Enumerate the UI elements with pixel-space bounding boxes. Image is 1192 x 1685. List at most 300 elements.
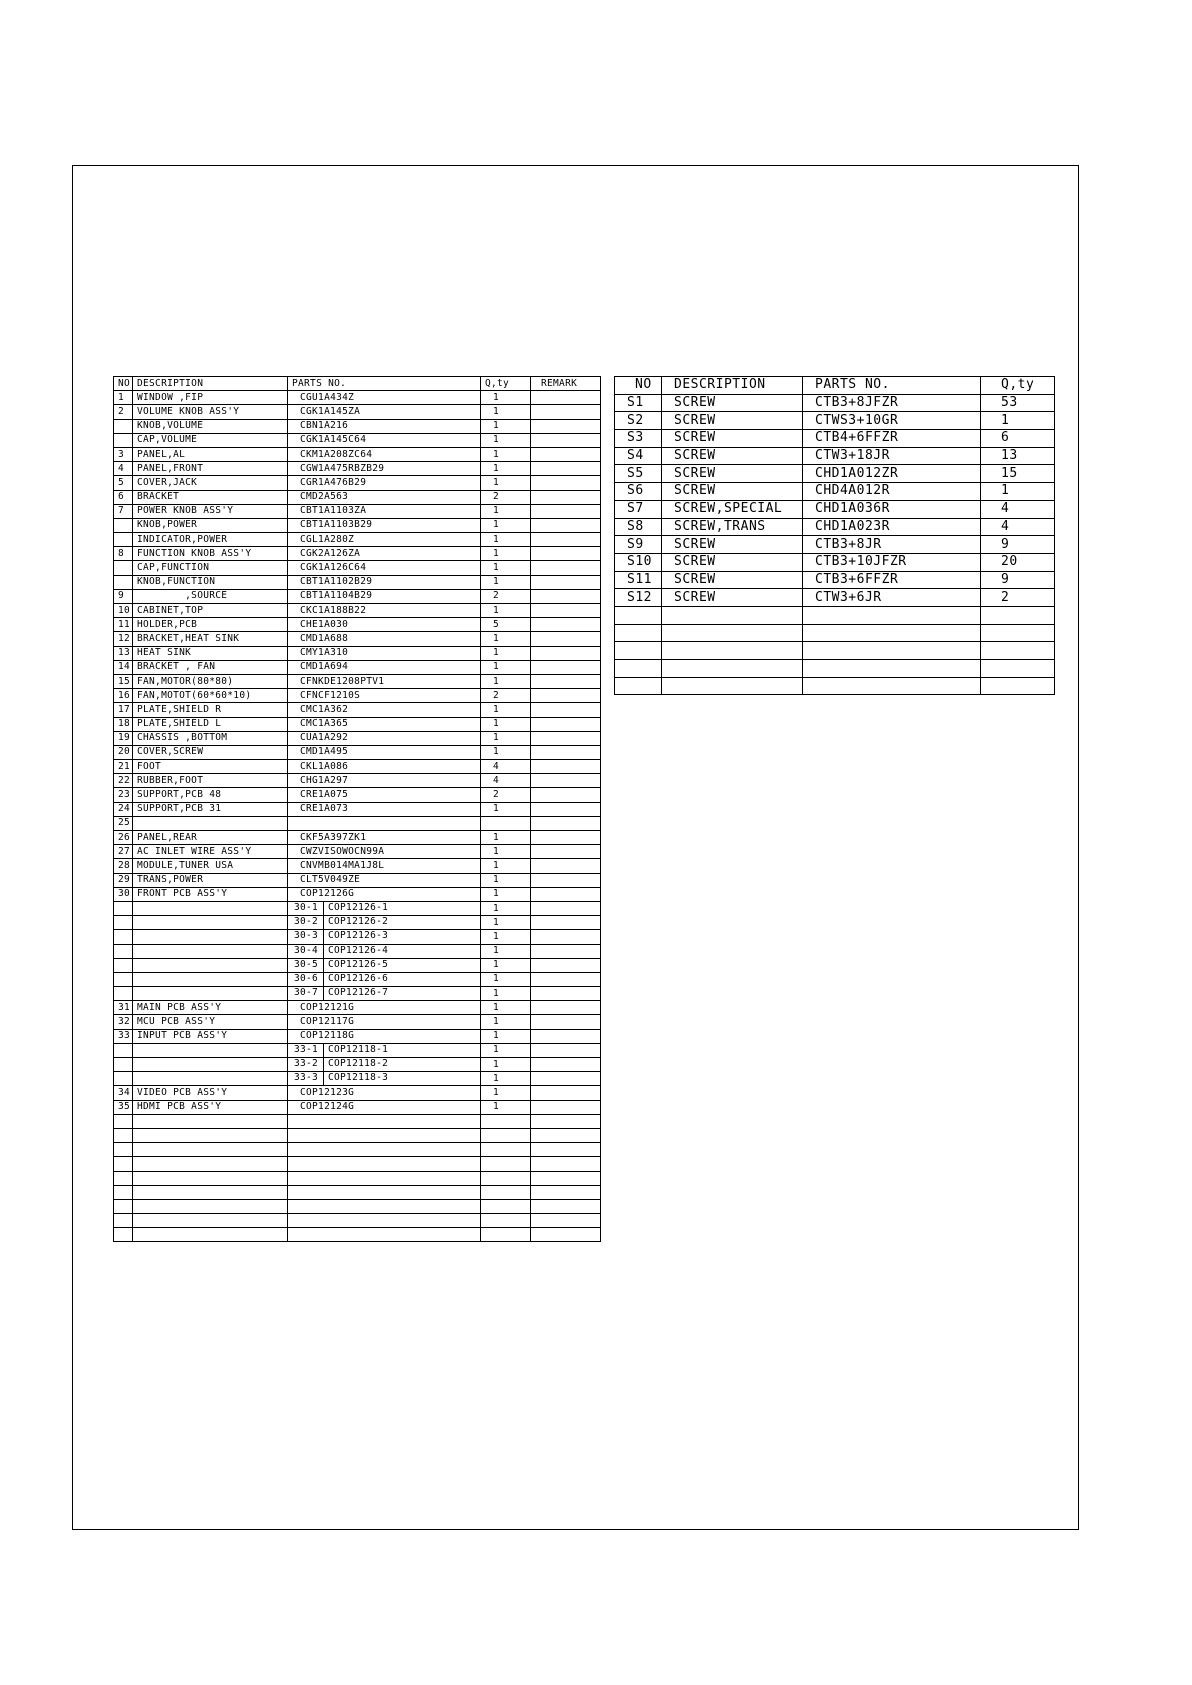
table-row [114,1043,601,1057]
screw-no: S5 [615,465,662,483]
screw-qty: 53 [981,394,1055,412]
item-no [114,958,133,972]
item-description: AC INLET WIRE ASS'Y [133,845,288,859]
item-no: 33 [114,1029,133,1043]
item-no: 23 [114,788,133,802]
item-no [114,1228,133,1242]
item-description: BRACKET [133,490,288,504]
item-description: VOLUME KNOB ASS'Y [133,405,288,419]
item-parts-no: CKL1A086 [288,760,481,774]
screw-parts-no [803,642,981,660]
item-parts-no [288,1114,481,1128]
item-qty: 1 [481,575,531,589]
item-remark [531,589,601,603]
screw-qty [981,642,1055,660]
item-remark [531,901,601,915]
table-row [114,1214,601,1228]
screw-qty: 4 [981,500,1055,518]
item-no: 11 [114,618,133,632]
item-parts-no [288,1228,481,1242]
item-remark [531,490,601,504]
item-no: 8 [114,547,133,561]
screw-qty: 1 [981,483,1055,501]
item-no: 28 [114,859,133,873]
item-qty: 1 [481,802,531,816]
sub-item-no: 30-1 [288,902,324,915]
item-parts-no: COP12118G [288,1029,481,1043]
item-parts-no: CGU1A434Z [288,391,481,405]
item-remark [531,689,601,703]
item-description: FAN,MOTOR(80*80) [133,674,288,688]
table-row [615,660,1055,678]
header-description: DESCRIPTION [133,377,288,391]
table-row [114,845,601,859]
item-description [133,1072,288,1086]
item-remark [531,618,601,632]
item-qty: 1 [481,533,531,547]
table-row [615,589,1055,607]
item-no: 29 [114,873,133,887]
item-remark [531,972,601,986]
item-qty [481,1228,531,1242]
item-description [133,901,288,915]
item-description: INPUT PCB ASS'Y [133,1029,288,1043]
item-remark [531,1015,601,1029]
item-qty: 1 [481,1001,531,1015]
item-remark [531,660,601,674]
table-row [114,604,601,618]
screw-parts-no: CHD4A012R [803,483,981,501]
item-parts-no: CKM1A208ZC64 [288,447,481,461]
item-parts-no: CGK2A126ZA [288,547,481,561]
screw-qty: 6 [981,430,1055,448]
screw-no: S7 [615,500,662,518]
item-remark [531,873,601,887]
table-row [114,1228,601,1242]
item-parts-no: CBT1A1103ZA [288,504,481,518]
item-remark [531,1171,601,1185]
item-description: PANEL,AL [133,447,288,461]
table-row [615,412,1055,430]
item-no: 5 [114,476,133,490]
item-qty [481,1114,531,1128]
item-no: 32 [114,1015,133,1029]
header-parts-no: PARTS NO. [288,377,481,391]
item-description: VIDEO PCB ASS'Y [133,1086,288,1100]
item-parts-no: CLT5V049ZE [288,873,481,887]
item-remark [531,604,601,618]
table-row [114,1128,601,1142]
item-description: POWER KNOB ASS'Y [133,504,288,518]
item-remark [531,561,601,575]
item-description: INDICATOR,POWER [133,533,288,547]
item-remark [531,760,601,774]
screw-qty [981,660,1055,678]
item-description [133,1157,288,1171]
screw-no [615,642,662,660]
item-parts-no: CHE1A030 [288,618,481,632]
item-parts-no: CBT1A1103B29 [288,518,481,532]
table-row [114,1143,601,1157]
screw-parts-no: CHD1A023R [803,518,981,536]
item-sub-part [288,916,481,930]
item-description [133,1143,288,1157]
table-row [114,547,601,561]
item-no: 35 [114,1100,133,1114]
item-remark [531,1143,601,1157]
item-qty: 2 [481,589,531,603]
sub-item-no: 30-4 [288,945,324,958]
item-description [133,1058,288,1072]
item-qty: 1 [481,674,531,688]
item-qty: 1 [481,433,531,447]
item-description: WINDOW ,FIP [133,391,288,405]
item-qty: 1 [481,873,531,887]
item-no: 17 [114,703,133,717]
item-description: BRACKET , FAN [133,660,288,674]
item-no: 19 [114,731,133,745]
item-description: MCU PCB ASS'Y [133,1015,288,1029]
item-remark [531,1100,601,1114]
screw-parts-no: CTW3+6JR [803,589,981,607]
item-description: FRONT PCB ASS'Y [133,887,288,901]
item-parts-no: COP12118-1 [328,1043,389,1055]
table-row [114,462,601,476]
screw-parts-no: CHD1A036R [803,500,981,518]
item-description: CAP,FUNCTION [133,561,288,575]
screw-parts-no: CTW3+18JR [803,447,981,465]
table-row [114,1029,601,1043]
table-row [114,703,601,717]
item-parts-no: CGK1A126C64 [288,561,481,575]
item-parts-no [288,1128,481,1142]
item-remark [531,462,601,476]
item-remark [531,1199,601,1213]
item-description [133,987,288,1001]
item-description: ,SOURCE [133,589,288,603]
table-row [114,859,601,873]
header-no: NO [114,377,133,391]
screw-no: S3 [615,430,662,448]
item-remark [531,774,601,788]
table-row [114,774,601,788]
item-no: 4 [114,462,133,476]
screw-qty: 20 [981,553,1055,571]
table-row [615,642,1055,660]
screw-qty: 13 [981,447,1055,465]
table-row [114,831,601,845]
item-description [133,816,288,830]
table-row [114,760,601,774]
item-qty: 1 [481,1043,531,1057]
table-row [114,958,601,972]
screw-qty: 4 [981,518,1055,536]
table-row [114,1171,601,1185]
item-qty: 1 [481,1029,531,1043]
item-remark [531,1043,601,1057]
table-row [114,1157,601,1171]
item-no [114,433,133,447]
item-qty: 1 [481,1086,531,1100]
screw-parts-no: CHD1A012ZR [803,465,981,483]
table-row [615,553,1055,571]
item-parts-no: CMD1A688 [288,632,481,646]
item-remark [531,518,601,532]
screw-description: SCREW [662,553,803,571]
screw-no: S1 [615,394,662,412]
table-row [114,1100,601,1114]
screw-description: SCREW [662,571,803,589]
item-description: PLATE,SHIELD L [133,717,288,731]
item-sub-part [288,987,481,1001]
table-row [114,419,601,433]
screw-no [615,624,662,642]
item-no [114,916,133,930]
screw-no: S10 [615,553,662,571]
item-parts-no: CKF5A397ZK1 [288,831,481,845]
item-parts-no [288,1157,481,1171]
item-parts-no: CWZVISOWOCN99A [288,845,481,859]
item-no [114,419,133,433]
item-remark [531,788,601,802]
item-no: 13 [114,646,133,660]
item-qty: 1 [481,419,531,433]
item-parts-no: CMD1A495 [288,745,481,759]
item-sub-part [288,1072,481,1086]
item-qty: 1 [481,887,531,901]
item-qty: 5 [481,618,531,632]
screw-description [662,642,803,660]
screw-no: S9 [615,536,662,554]
item-parts-no [288,1199,481,1213]
item-qty: 1 [481,462,531,476]
screw-no: S8 [615,518,662,536]
screw-qty [981,606,1055,624]
item-no: 15 [114,674,133,688]
item-no [114,533,133,547]
item-no: 34 [114,1086,133,1100]
screw-no: S6 [615,483,662,501]
item-description: CHASSIS ,BOTTOM [133,731,288,745]
item-no: 21 [114,760,133,774]
item-description [133,930,288,944]
screw-qty: 9 [981,571,1055,589]
item-parts-no: CMC1A362 [288,703,481,717]
item-remark [531,887,601,901]
item-description: CAP,VOLUME [133,433,288,447]
table-row [114,504,601,518]
item-no: 1 [114,391,133,405]
item-parts-no: COP12126G [288,887,481,901]
header-remark: REMARK [531,377,601,391]
screw-list-table [614,376,1055,695]
item-no [114,1114,133,1128]
item-qty [481,1185,531,1199]
item-sub-part [288,972,481,986]
table-row [615,430,1055,448]
table-row [114,674,601,688]
screw-list-header-row [615,377,1055,395]
item-sub-part [288,1058,481,1072]
item-no: 6 [114,490,133,504]
item-parts-no: CUA1A292 [288,731,481,745]
item-remark [531,944,601,958]
item-parts-no: CKC1A188B22 [288,604,481,618]
item-qty [481,1171,531,1185]
table-row [615,465,1055,483]
item-no [114,901,133,915]
item-parts-no: COP12118-2 [328,1058,389,1069]
item-qty: 1 [481,646,531,660]
item-description: KNOB,FUNCTION [133,575,288,589]
item-no: 9 [114,589,133,603]
item-no: 10 [114,604,133,618]
item-remark [531,575,601,589]
item-qty [481,1128,531,1142]
item-qty: 1 [481,703,531,717]
screw-description: SCREW,SPECIAL [662,500,803,518]
item-remark [531,731,601,745]
item-no [114,987,133,1001]
item-sub-part [288,1043,481,1057]
item-description [133,1228,288,1242]
item-remark [531,816,601,830]
table-row [114,1001,601,1015]
item-description [133,1128,288,1142]
item-qty: 1 [481,561,531,575]
screw-qty: 9 [981,536,1055,554]
item-remark [531,1058,601,1072]
item-remark [531,703,601,717]
item-remark [531,1157,601,1171]
table-row [114,490,601,504]
item-description: SUPPORT,PCB 48 [133,788,288,802]
table-row [114,745,601,759]
header-qty: Q,ty [481,377,531,391]
sub-item-no: 30-7 [288,987,324,1000]
item-qty: 1 [481,405,531,419]
item-qty: 1 [481,476,531,490]
item-description: BRACKET,HEAT SINK [133,632,288,646]
item-description: HDMI PCB ASS'Y [133,1100,288,1114]
table-row [615,571,1055,589]
table-row [615,500,1055,518]
table-row [114,618,601,632]
item-remark [531,1228,601,1242]
table-row [114,1072,601,1086]
item-description: CABINET,TOP [133,604,288,618]
item-qty: 1 [481,518,531,532]
item-remark [531,859,601,873]
item-no: 12 [114,632,133,646]
item-parts-no: CGR1A476B29 [288,476,481,490]
item-description: HOLDER,PCB [133,618,288,632]
table-row [114,930,601,944]
parts-list-header-row [114,377,601,391]
table-row [114,731,601,745]
screw-description: SCREW,TRANS [662,518,803,536]
item-no [114,972,133,986]
item-no [114,1043,133,1057]
item-no [114,561,133,575]
sub-item-no: 33-2 [288,1058,324,1071]
table-row [114,972,601,986]
item-parts-no: COP12126-7 [328,987,389,999]
item-description [133,958,288,972]
item-description: KNOB,VOLUME [133,419,288,433]
item-parts-no: CMY1A310 [288,646,481,660]
item-description: MAIN PCB ASS'Y [133,1001,288,1015]
item-description [133,1043,288,1057]
table-row [114,1114,601,1128]
item-qty [481,816,531,830]
item-description [133,944,288,958]
table-row [114,405,601,419]
item-remark [531,547,601,561]
item-remark [531,1029,601,1043]
item-parts-no: COP12124G [288,1100,481,1114]
item-parts-no: CFNKDE1208PTV1 [288,674,481,688]
item-description: COVER,SCREW [133,745,288,759]
item-no [114,1185,133,1199]
header-description: DESCRIPTION [662,377,803,395]
item-no [114,1171,133,1185]
item-remark [531,405,601,419]
item-no [114,1072,133,1086]
item-qty: 1 [481,972,531,986]
item-no [114,1199,133,1213]
screw-description: SCREW [662,430,803,448]
item-description [133,916,288,930]
item-remark [531,533,601,547]
table-row [114,816,601,830]
item-parts-no: CGK1A145ZA [288,405,481,419]
item-description [133,1185,288,1199]
item-qty: 2 [481,689,531,703]
item-qty: 1 [481,958,531,972]
item-no [114,930,133,944]
sub-item-no: 30-6 [288,973,324,986]
item-no [114,1157,133,1171]
item-remark [531,930,601,944]
item-remark [531,916,601,930]
item-no: 3 [114,447,133,461]
item-qty: 1 [481,1100,531,1114]
item-description: KNOB,POWER [133,518,288,532]
screw-description: SCREW [662,589,803,607]
screw-description: SCREW [662,483,803,501]
header-parts-no: PARTS NO. [803,377,981,395]
table-row [615,606,1055,624]
table-row [615,677,1055,695]
item-qty: 1 [481,859,531,873]
header-no: NO [615,377,662,395]
item-parts-no: COP12126-4 [328,944,389,956]
screw-no [615,660,662,678]
item-no [114,575,133,589]
table-row [114,646,601,660]
table-row [114,391,601,405]
table-row [114,1058,601,1072]
item-description: PANEL,REAR [133,831,288,845]
item-remark [531,419,601,433]
screw-no: S2 [615,412,662,430]
table-row [615,483,1055,501]
item-parts-no: COP12126-3 [328,930,389,942]
item-no: 20 [114,745,133,759]
item-remark [531,1086,601,1100]
table-row [114,901,601,915]
